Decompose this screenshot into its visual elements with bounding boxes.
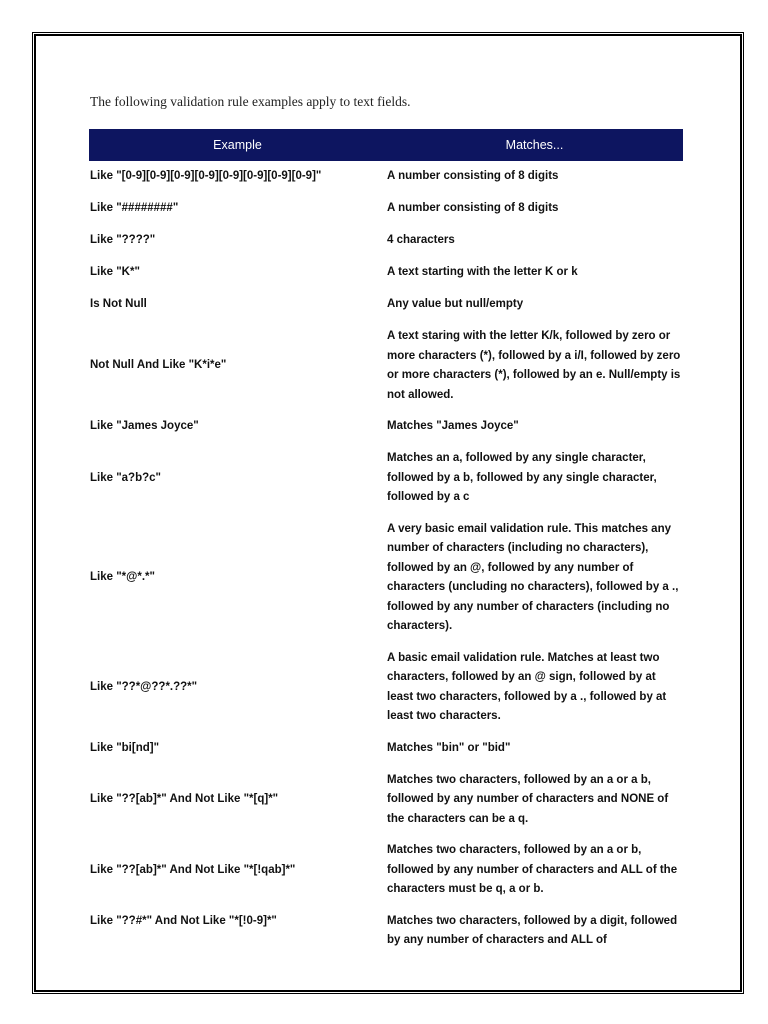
example-cell: Like "K*" [90,266,140,279]
example-cell: Is Not Null [90,298,147,311]
table-header-row [89,129,683,161]
table-row [89,835,683,906]
table-row [89,443,683,514]
example-cell: Like "James Joyce" [90,420,199,433]
matches-text: Matches two characters, followed by a digit, followed by any number of characters and ALL of [387,914,678,946]
table-row [89,193,683,225]
example-cell: Like "????" [90,234,156,247]
table-row [89,225,683,257]
column-header-matches: Matches... [386,129,683,161]
example-cell: Not Null And Like "K*i*e" [90,359,227,372]
matches-cell [386,765,683,836]
example-cell: Like "??[ab]*" And Not Like "*[q]*" [90,793,279,805]
table-row [89,906,683,957]
matches-text: Matches two characters, followed by an a or a b, followed by any number of characters and NONE of the characters can be a q. [387,773,669,825]
matches-cell [386,835,683,906]
table-row [89,161,683,193]
matches-cell: Matches "James Joyce" [387,420,519,433]
intro-text: The following validation rule examples apply to text fields. [90,94,411,109]
matches-cell: Matches "bin" or "bid" [387,741,511,754]
table-row [89,289,683,321]
matches-cell: Any value but null/empty [387,298,524,311]
example-cell: Like "bi[nd]" [90,741,160,754]
matches-text: A very basic email validation rule. This matches any number of characters (including no characters), followed by an @, followed by any number of characters (uncluding no characters), followed by a ., followed by any number of characters (including no characters). [387,522,679,632]
matches-cell [386,643,683,733]
validation-rules-table [89,129,683,957]
table-row [89,321,683,411]
matches-text: Matches two characters, followed by an a or b, followed by any number of characters and ALL of the characters must be q, a or b. [387,844,678,895]
example-cell: Like "[0-9][0-9][0-9][0-9][0-9][0-9][0-9][0-9]" [90,170,322,183]
table-row [89,765,683,836]
matches-text: A text staring with the letter K/k, followed by zero or more characters (*), followed by a i/I, followed by zero or more characters (*), followed by an e. Null/empty is not allowed. [387,330,681,401]
example-cell: Like "??*@??*.??*" [90,680,198,693]
table-row [89,257,683,289]
column-header-example: Example [89,129,386,161]
table-row [89,514,683,643]
matches-cell: A number consisting of 8 digits [387,170,559,183]
example-cell: Like "########" [90,202,179,215]
matches-cell [386,443,683,514]
matches-text: A basic email validation rule. Matches at least two characters, followed by an @ sign, followed by at least two characters, followed by a ., followed by at least two characters. [387,651,667,722]
table-row [89,733,683,765]
example-cell: Like "a?b?c" [90,471,161,484]
matches-text: Matches an a, followed by any single character, followed by a b, followed by any single character, followed by a c [387,452,657,503]
example-cell: Like "??#*" And Not Like "*[!0-9]*" [90,914,277,927]
matches-cell: A number consisting of 8 digits [387,202,559,215]
matches-cell: 4 characters [387,234,455,247]
table-row [89,411,683,443]
matches-cell: A text starting with the letter K or k [387,266,578,279]
example-cell: Like "*@*.*" [90,571,155,584]
matches-cell [386,321,683,411]
matches-cell [386,514,683,643]
table-row [89,643,683,733]
example-cell: Like "??[ab]*" And Not Like "*[!qab]*" [90,863,296,876]
matches-cell [386,906,683,957]
